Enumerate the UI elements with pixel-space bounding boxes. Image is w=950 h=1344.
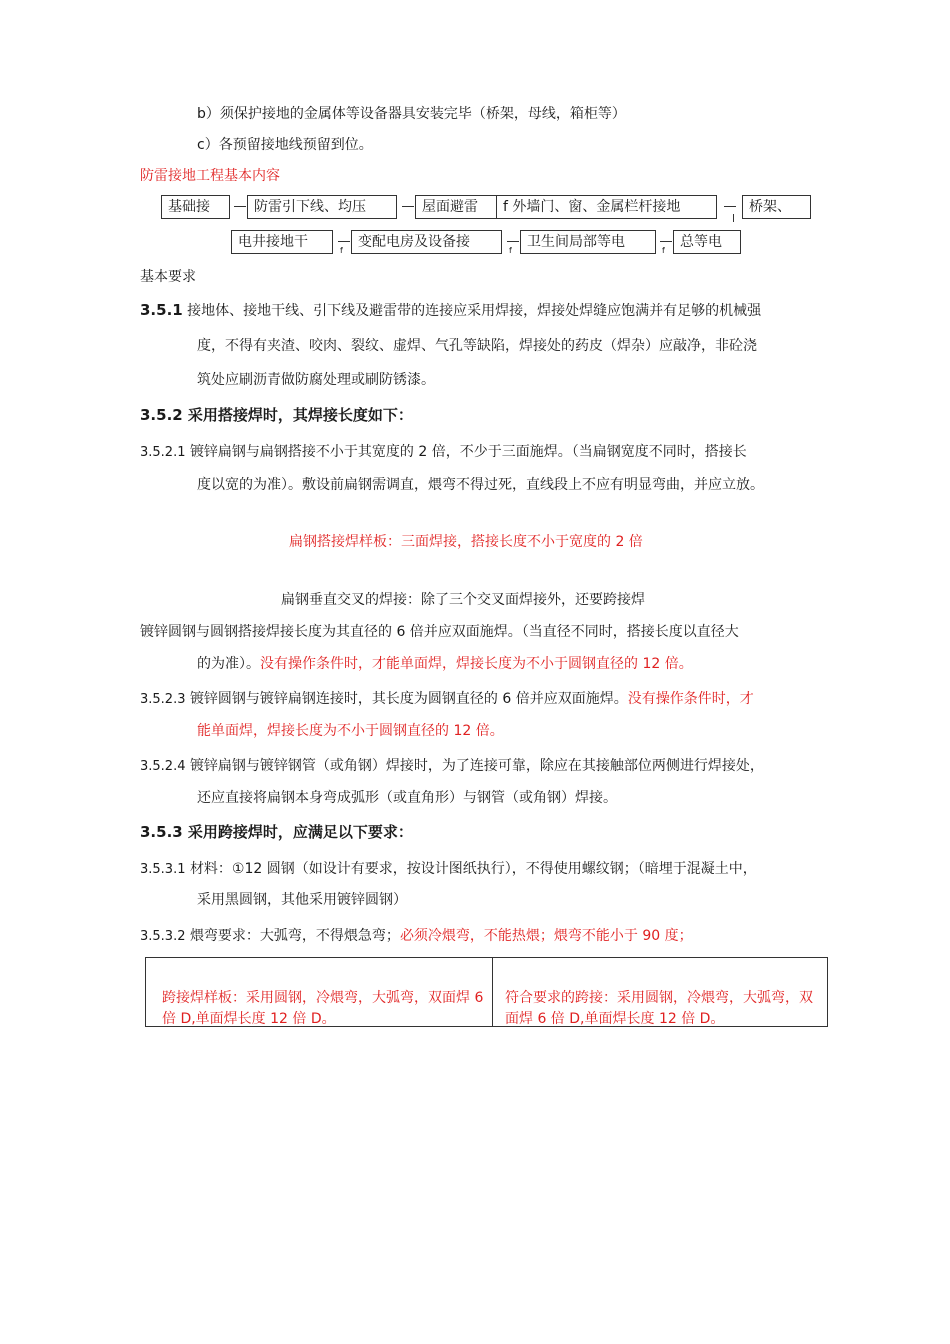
flow-connector	[724, 206, 736, 207]
basic-req-heading: 基本要求	[140, 269, 196, 285]
flow-box-downconductor: 防雷引下线、均压	[247, 195, 397, 219]
s351-line1: 接地体、接地干线、引下线及避雷带的连接应采用焊接，焊接处焊缝应饱满并有足够的机械强	[187, 303, 762, 319]
prereq-b: b）须保护接地的金属体等设备器具安装完毕（桥架，母线，箱柜等）	[197, 106, 626, 122]
s3532-black: 煨弯要求：大弧弯，不得煨急弯；	[189, 928, 400, 944]
flow-box-bathroom: 卫生间局部等电	[520, 230, 656, 254]
table-cell-right-text: 符合要求的跨接：采用圆钢，冷煨弯，大弧弯，双面焊 6 倍 D,单面焊长度 12 倍 D。	[505, 990, 813, 1027]
table-cell-left-text: 跨接焊样板：采用圆钢，冷煨弯，大弧弯，双面焊 6 倍 D,单面焊长度 12 倍 D。	[162, 990, 484, 1027]
s352-heading: 3.5.2 采用搭接焊时，其焊接长度如下：	[140, 406, 413, 424]
flow-marker: f	[509, 246, 512, 255]
flow-marker: f	[340, 246, 343, 255]
prereq-c: c）各预留接地线预留到位。	[197, 137, 373, 153]
flow-box-main-bonding: 总等电	[673, 230, 741, 254]
flow-marker: f	[662, 246, 665, 255]
caption-flat-steel-sample: 扁钢搭接焊样板：三面焊接，搭接长度不小于宽度的 2 倍	[289, 534, 643, 550]
s351-line3: 筑处应刷沥青做防腐处理或刷防锈漆。	[197, 372, 435, 388]
flow-box-substation: 变配电房及设备接	[351, 230, 502, 254]
s3522-line2-red: 没有操作条件时，才能单面焊，焊接长度为不小于圆钢直径的 12 倍。	[260, 656, 693, 672]
s3524-number: 3.5.2.4	[140, 759, 186, 774]
section-title: 防雷接地工程基本内容	[140, 168, 280, 184]
s3531-line1: 材料：①12 圆钢（如设计有要求，按设计图纸执行），不得使用螺纹钢；（暗埋于混凝土中，	[189, 861, 757, 877]
flow-box-shaft: 电井接地干	[231, 230, 333, 254]
s3521-number: 3.5.2.1	[140, 445, 186, 460]
s3521-line2: 度以宽的为准）。敷设前扁钢需调直，煨弯不得过死，直线段上不应有明显弯曲，并应立放。	[197, 477, 764, 493]
sample-table	[145, 957, 828, 1027]
s351-line2: 度，不得有夹渣、咬肉、裂纹、虚焊、气孔等缺陷，焊接处的药皮（焊杂）应敲净，非砼浇	[197, 338, 757, 354]
s3523-line2: 能单面焊，焊接长度为不小于圆钢直径的 12 倍。	[197, 723, 504, 739]
flow-connector	[660, 241, 672, 242]
table-cell-right	[493, 958, 827, 1026]
s3524-line2: 还应直接将扁钢本身弯成弧形（或直角形）与钢管（或角钢）焊接。	[197, 790, 617, 806]
s3522-line1: 镀锌圆钢与圆钢搭接焊接长度为其直径的 6 倍并应双面施焊。（当直径不同时，搭接长度以直径大	[140, 624, 739, 640]
flow-connector	[402, 206, 414, 207]
s351-number: 3.5.1	[140, 301, 183, 319]
s3531-line2: 采用黑圆钢，其他采用镀锌圆钢）	[197, 892, 407, 908]
s3523-line1-red: 没有操作条件时，才	[627, 691, 754, 707]
s3524-line1: 镀锌扁钢与镀锌钢管（或角钢）焊接时，为了连接可靠，除应在其接触部位两侧进行焊接处，	[189, 758, 764, 774]
caption-cross-welding: 扁钢垂直交叉的焊接：除了三个交叉面焊接外，还要跨接焊	[281, 592, 645, 608]
s3523-number: 3.5.2.3	[140, 692, 186, 707]
s3532-red: 必须冷煨弯，不能热煨；煨弯不能小于 90 度；	[399, 928, 693, 944]
table-cell-left	[146, 958, 493, 1026]
flow-box-foundation: 基础接	[161, 195, 230, 219]
flow-box-tray: 桥架、	[742, 195, 811, 219]
flow-connector	[234, 206, 246, 207]
s3532-number: 3.5.3.2	[140, 929, 186, 944]
s3531-number: 3.5.3.1	[140, 862, 186, 877]
s3523-line1-black: 镀锌圆钢与镀锌扁钢连接时，其长度为圆钢直径的 6 倍并应双面施焊。	[189, 691, 628, 707]
flow-box-exterior: f 外墙门、窗、金属栏杆接地	[497, 195, 717, 219]
s353-heading: 3.5.3 采用跨接焊时，应满足以下要求：	[140, 823, 413, 841]
flow-box-roof: 屋面避雷	[415, 195, 497, 219]
flow-tick	[733, 214, 734, 222]
s3521-line1: 镀锌扁钢与扁钢搭接不小于其宽度的 2 倍，不少于三面施焊。（当扁钢宽度不同时，搭接长	[189, 444, 747, 460]
flow-connector	[507, 241, 519, 242]
flow-connector	[338, 241, 350, 242]
s3522-line2-black: 的为准）。	[197, 656, 260, 672]
